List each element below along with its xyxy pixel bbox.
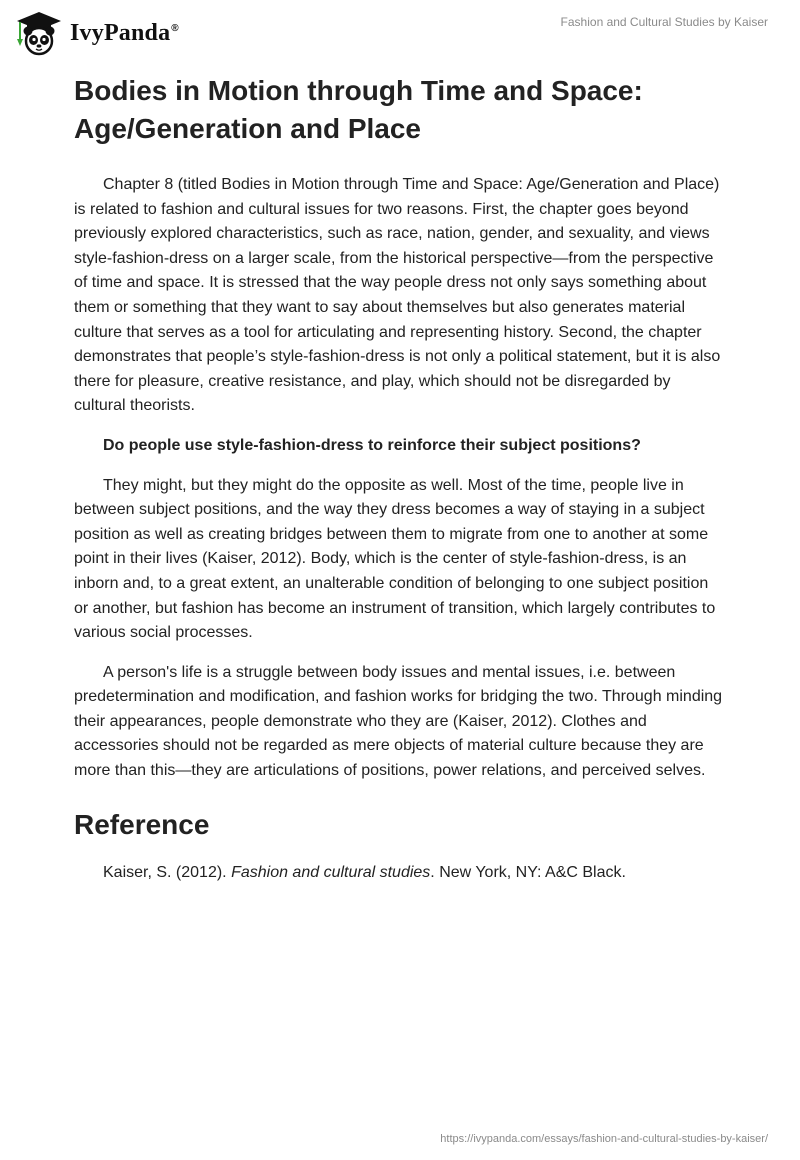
reference-entry [74, 861, 726, 886]
source-url-link[interactable]: https://ivypanda.com/essays/fashion-and-cultural-studies-by-kaiser/ [440, 1133, 768, 1145]
reference-book-title: Fashion and cultural studies [231, 863, 431, 881]
reference-author-year: Kaiser, S. (2012). [103, 863, 232, 881]
question-heading: Do people use style-fashion-dress to reinforce their subject positions? [103, 436, 641, 454]
registered-mark: ® [171, 22, 179, 34]
paragraph-intro: Chapter 8 (titled Bodies in Motion through Time and Space: Age/Generation and Place) is related to fashion and cultural issues for two reasons. First, the chapter goes beyond previously explored characteristics, such as race, nation, gender, and sexuality, and views style-fashion-dress on a larger scale, from the historical perspective—from the perspective of time and space. It is stressed that the way people dress not only says something about them or something that they want to say about themselves but also generates material culture that serves as a tool for articulating and representing history. Second, the chapter demonstrates that people’s style-fashion-dress is not only a political statement, but it is also there for pleasure, creative resistance, and play, which should not be disregarded by cultural theorists. [74, 176, 721, 415]
paragraph-answer: They might, but they might do the opposite as well. Most of the time, people live in between subject positions, and the way they dress becomes a way of staying in a subject position as well as creating bridges between them to migrate from one to another at some point in their lives (Kaiser, 2012). Body, which is the center of style-fashion-dress, is an inborn and, to a great extent, an unalterable condition of belonging to one subject position or another, but fashion has become an instrument of transition, which largely contributes to various social processes. [74, 476, 716, 642]
reference-publisher: . New York, NY: A&C Black. [430, 863, 626, 881]
brand-logo[interactable] [12, 8, 202, 58]
panda-graduate-icon [12, 9, 66, 57]
reference-heading: Reference [74, 808, 210, 840]
running-title: Fashion and Cultural Studies by Kaiser [560, 15, 768, 29]
brand-name [70, 20, 179, 47]
page-header [0, 0, 800, 70]
paragraph-conclusion: A person's life is a struggle between body issues and mental issues, i.e. between predetermination and modification, and fashion works for bridging the two. Through minding their appearances, people demonstrate who they are (Kaiser, 2012). Clothes and accessories should not be regarded as mere objects of material culture because they are more than this—they are articulations of positions, power relations, and perceived selves. [74, 663, 723, 780]
brand-name-text: IvyPanda [70, 19, 171, 46]
article-content [74, 72, 726, 885]
article-title: Bodies in Motion through Time and Space: Age/Generation and Place [74, 75, 643, 144]
